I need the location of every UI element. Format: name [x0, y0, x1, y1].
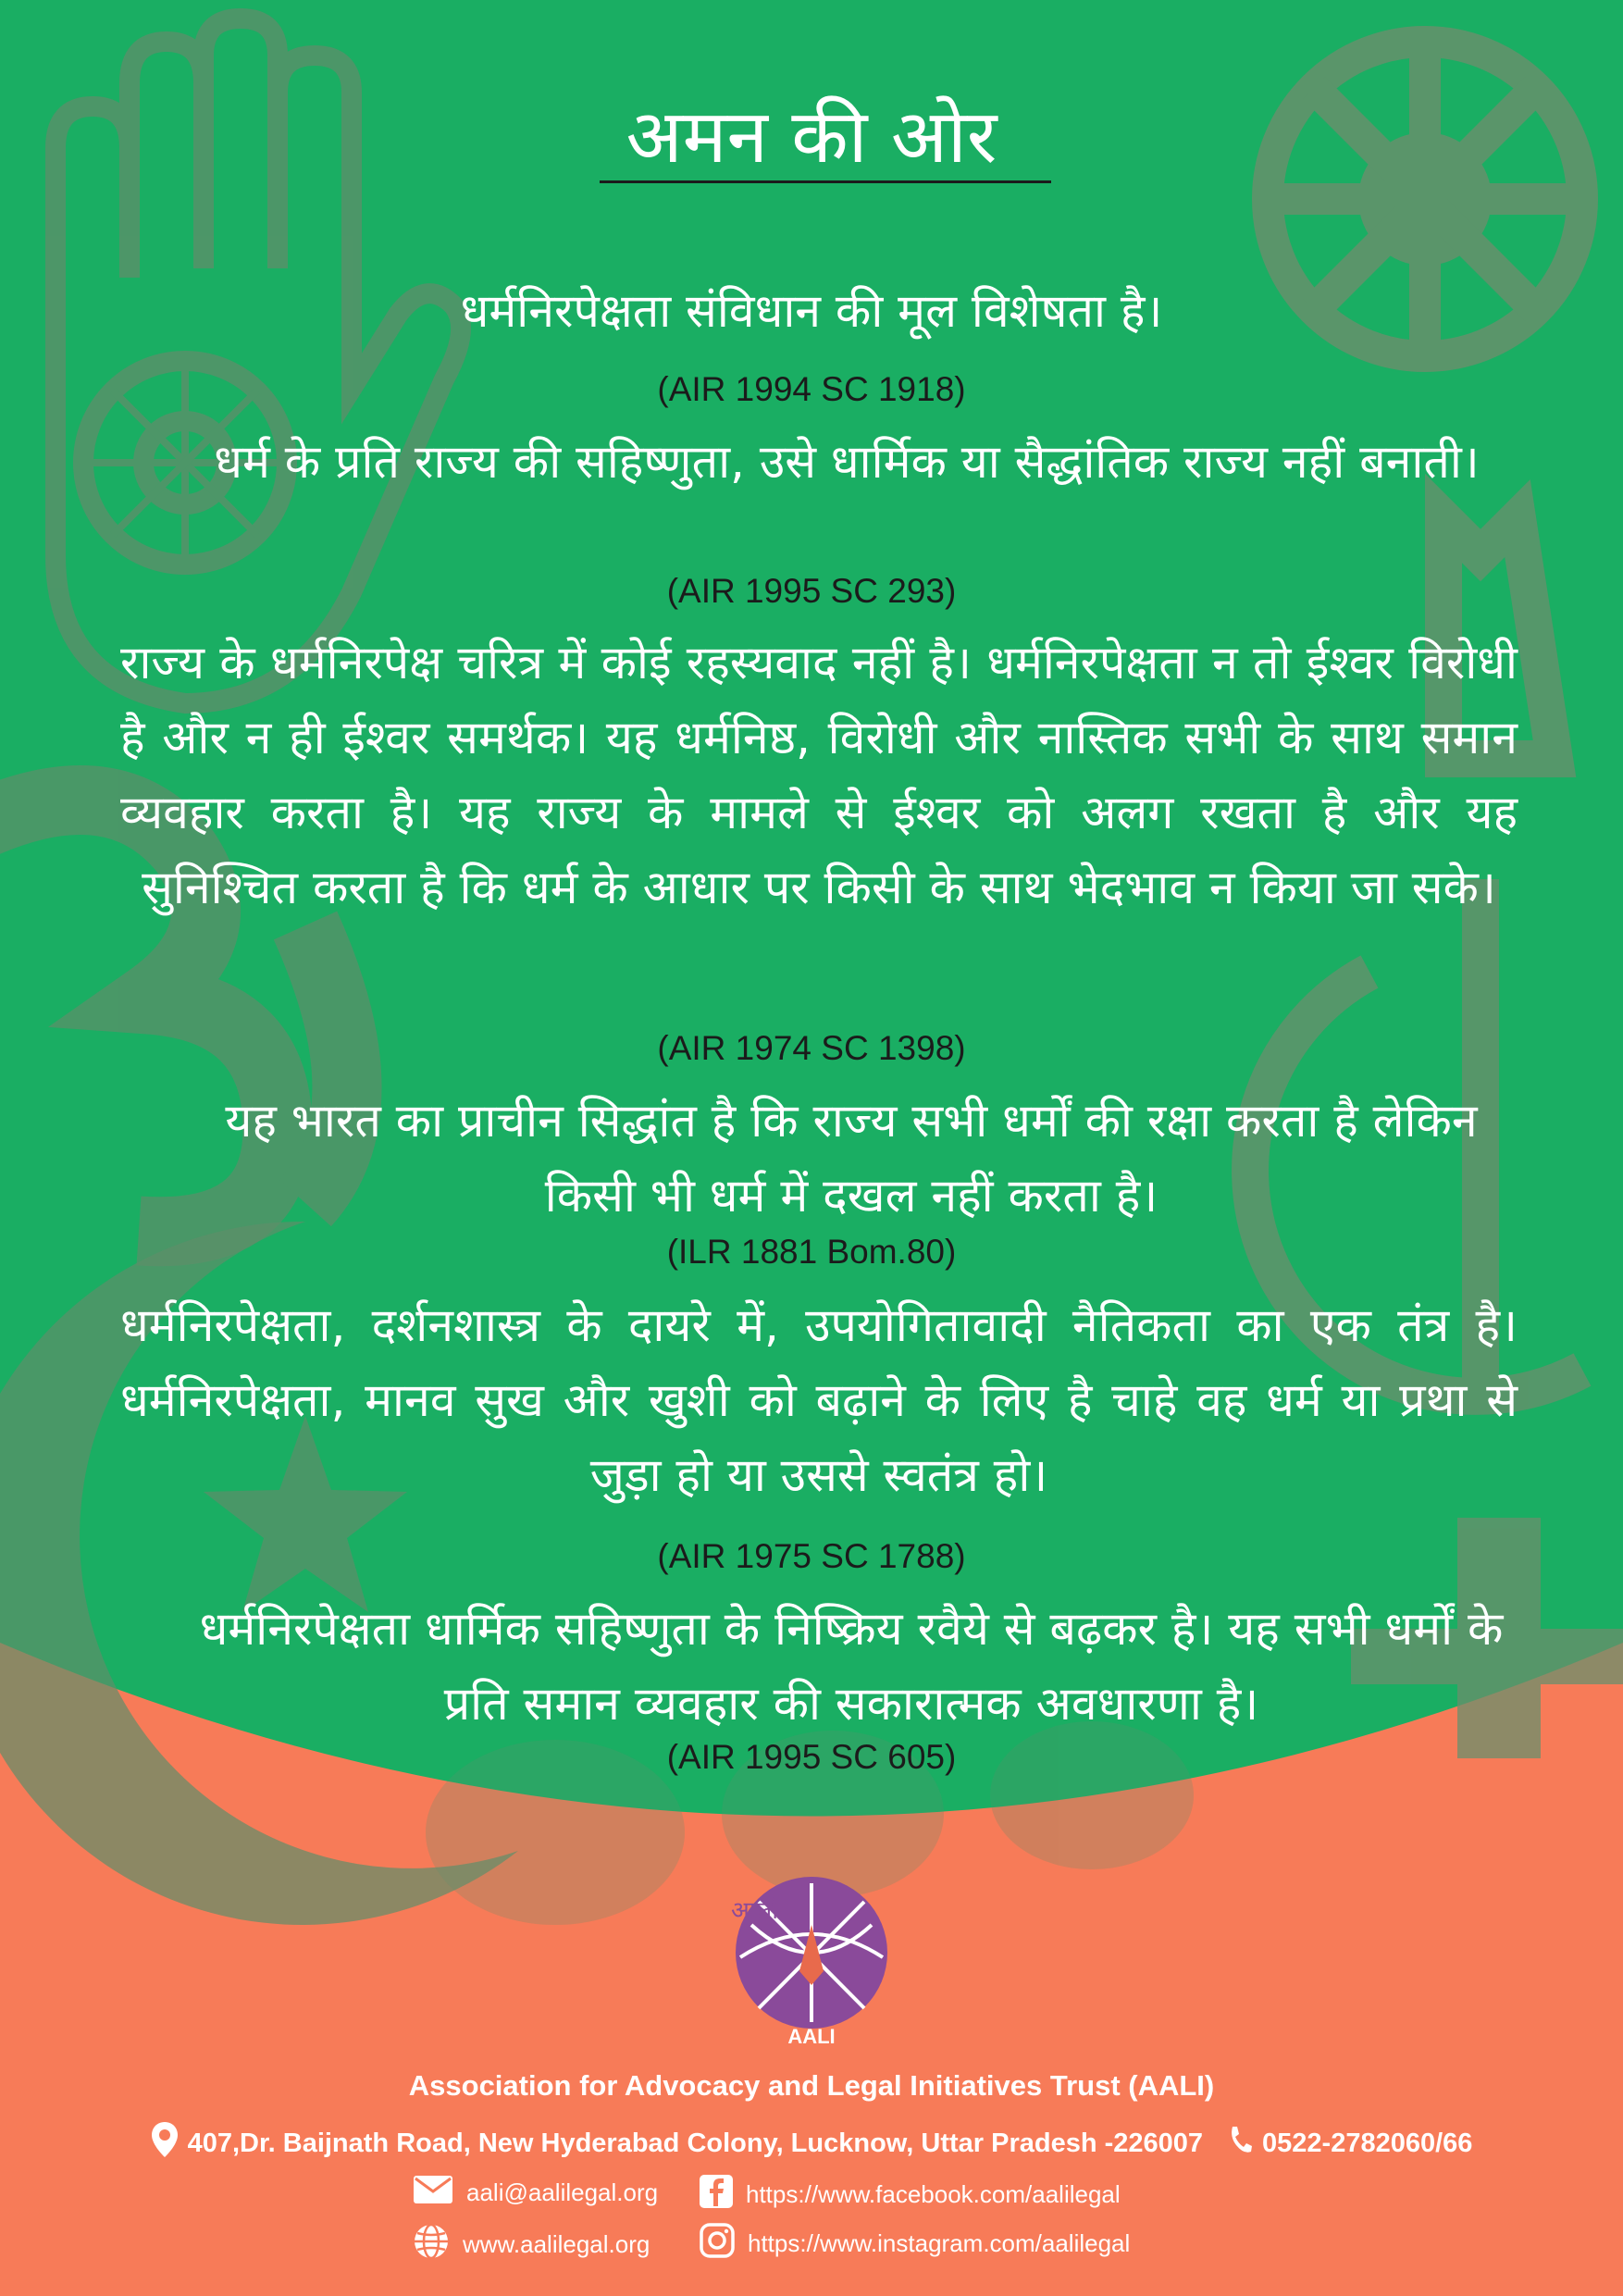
email-icon — [413, 2175, 453, 2211]
statement-text: धर्मनिरपेक्षता, दर्शनशास्त्र के दायरे में, उपयोगितावादी नैतिकता का एक तंत्र है। धर्मनिरपेक्षता, मानव सुख और खुशी को बढ़ाने के लिए है चाहे वह धर्म या प्रथा से जुड़ा हो या उससे स्वतंत्र हो। — [120, 1298, 1518, 1502]
logo-text: AALI — [787, 2025, 836, 2048]
address-text: 407,Dr. Baijnath Road, New Hyderabad Colony, Lucknow, Uttar Pradesh -226007 — [187, 2128, 1204, 2158]
instagram-contact[interactable] — [700, 2223, 1130, 2265]
statement-text: यह भारत का प्राचीन सिद्धांत है कि राज्य सभी धर्मों की रक्षा करता है लेकिन किसी भी धर्म में दखल नहीं करता है। — [225, 1094, 1478, 1222]
statement-citation: (AIR 1975 SC 1788) — [657, 1537, 966, 1575]
statement-text: धर्मनिरपेक्षता धार्मिक सहिष्णुता के निष्क्रिय रवैये से बढ़कर है। यह सभी धर्मों के प्रति समान व्यवहार की सकारात्मक अवधारणा है। — [199, 1602, 1504, 1731]
location-icon — [151, 2121, 179, 2166]
facebook-icon — [700, 2175, 733, 2215]
phone-text: 0522-2782060/66 — [1262, 2128, 1473, 2158]
instagram-text: https://www.instagram.com/aalilegal — [748, 2229, 1131, 2257]
instagram-icon — [700, 2223, 735, 2265]
website-contact[interactable] — [413, 2223, 650, 2266]
statement-citation: (AIR 1995 SC 605) — [666, 1738, 957, 1776]
title-underline — [600, 180, 1051, 183]
address-row — [0, 2121, 1623, 2166]
statement-text: धर्म के प्रति राज्य की सहिष्णुता, उसे धार्मिक या सैद्धांतिक राज्य नहीं बनाती। — [214, 435, 1480, 489]
email-text: aali@aalilegal.org — [466, 2178, 659, 2206]
facebook-text: https://www.facebook.com/aalilegal — [746, 2180, 1121, 2208]
logo-hindi-left: आली — [731, 1897, 778, 1925]
statement-citation: (AIR 1995 SC 293) — [666, 572, 957, 610]
org-name: Association for Advocacy and Legal Initiatives Trust (AALI) — [408, 2069, 1215, 2102]
phone-icon — [1227, 2125, 1253, 2162]
statement-citation: (AIR 1994 SC 1918) — [657, 370, 966, 408]
statement-citation: (ILR 1881 Bom.80) — [666, 1233, 957, 1271]
globe-icon — [413, 2223, 450, 2266]
facebook-contact[interactable] — [700, 2175, 1121, 2215]
statement-text: धर्मनिरपेक्षता संविधान की मूल विशेषता है। — [460, 284, 1163, 338]
statement-text: राज्य के धर्मनिरपेक्ष चरित्र में कोई रहस्यवाद नहीं है। धर्मनिरपेक्षता न तो ईश्वर विरोधी है और न ही ईश्वर समर्थक। यह धर्मनिष्ठ, विरोधी और नास्तिक सभी के साथ समान व्यवहार करता है। यह राज्य के मामले से ईश्वर को अलग रखता है और यह सुनिश्चित करता है कि धर्म के आधार पर किसी के साथ भेदभाव न किया जा सके। — [120, 636, 1518, 914]
statement-citation: (AIR 1974 SC 1398) — [657, 1029, 966, 1067]
email-contact[interactable] — [413, 2175, 658, 2211]
website-text: www.aalilegal.org — [463, 2230, 650, 2258]
page-title: अमन की ओर — [626, 93, 997, 180]
